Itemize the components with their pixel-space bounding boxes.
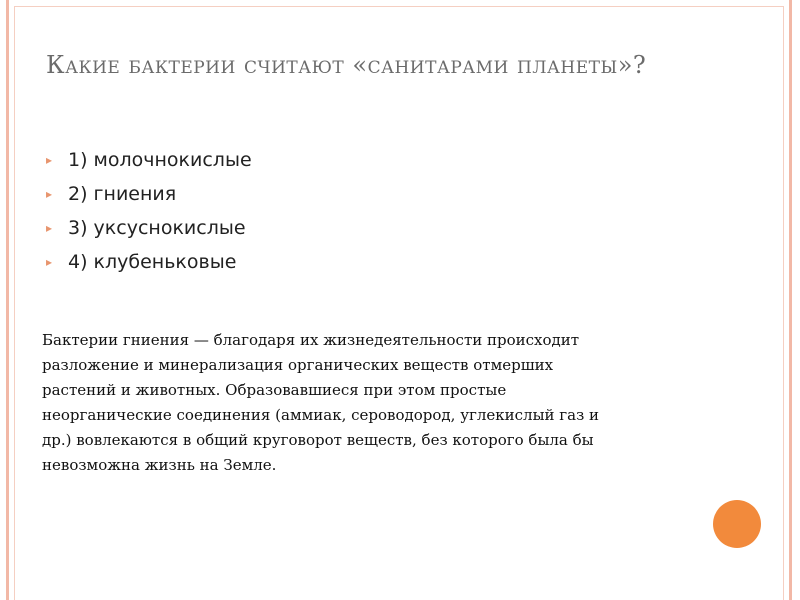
bullet-label: 3) уксуснокислые <box>68 217 246 239</box>
explanation-paragraph: Бактерии гниения — благодаря их жизнедеятельности происходит разложение и минерализация органических веществ отмерших растений и животных. Образовавшиеся при этом простые неорганические соединения (аммиак, сероводород, углекислый газ и др.) вовлекаются в общий круговорот веществ, без которого была бы невозможна жизнь на Земле. <box>42 331 600 474</box>
bullet-label: 1) молочнокислые <box>68 149 252 171</box>
slide-frame-inner <box>14 6 784 600</box>
bullet-label: 2) гниения <box>68 183 177 205</box>
slide-title: Какие бактерии считают «санитарами планеты»? <box>46 51 647 79</box>
arrow-right-icon: ▸ <box>46 255 53 269</box>
list-item <box>46 212 252 244</box>
list-item <box>46 246 252 278</box>
arrow-right-icon: ▸ <box>46 221 53 235</box>
arrow-right-icon: ▸ <box>46 187 53 201</box>
bullet-label: 4) клубеньковые <box>68 251 237 273</box>
list-item <box>46 144 252 176</box>
bullet-list <box>46 144 252 280</box>
list-item <box>46 178 252 210</box>
decorative-circle <box>713 500 761 548</box>
arrow-right-icon: ▸ <box>46 153 53 167</box>
